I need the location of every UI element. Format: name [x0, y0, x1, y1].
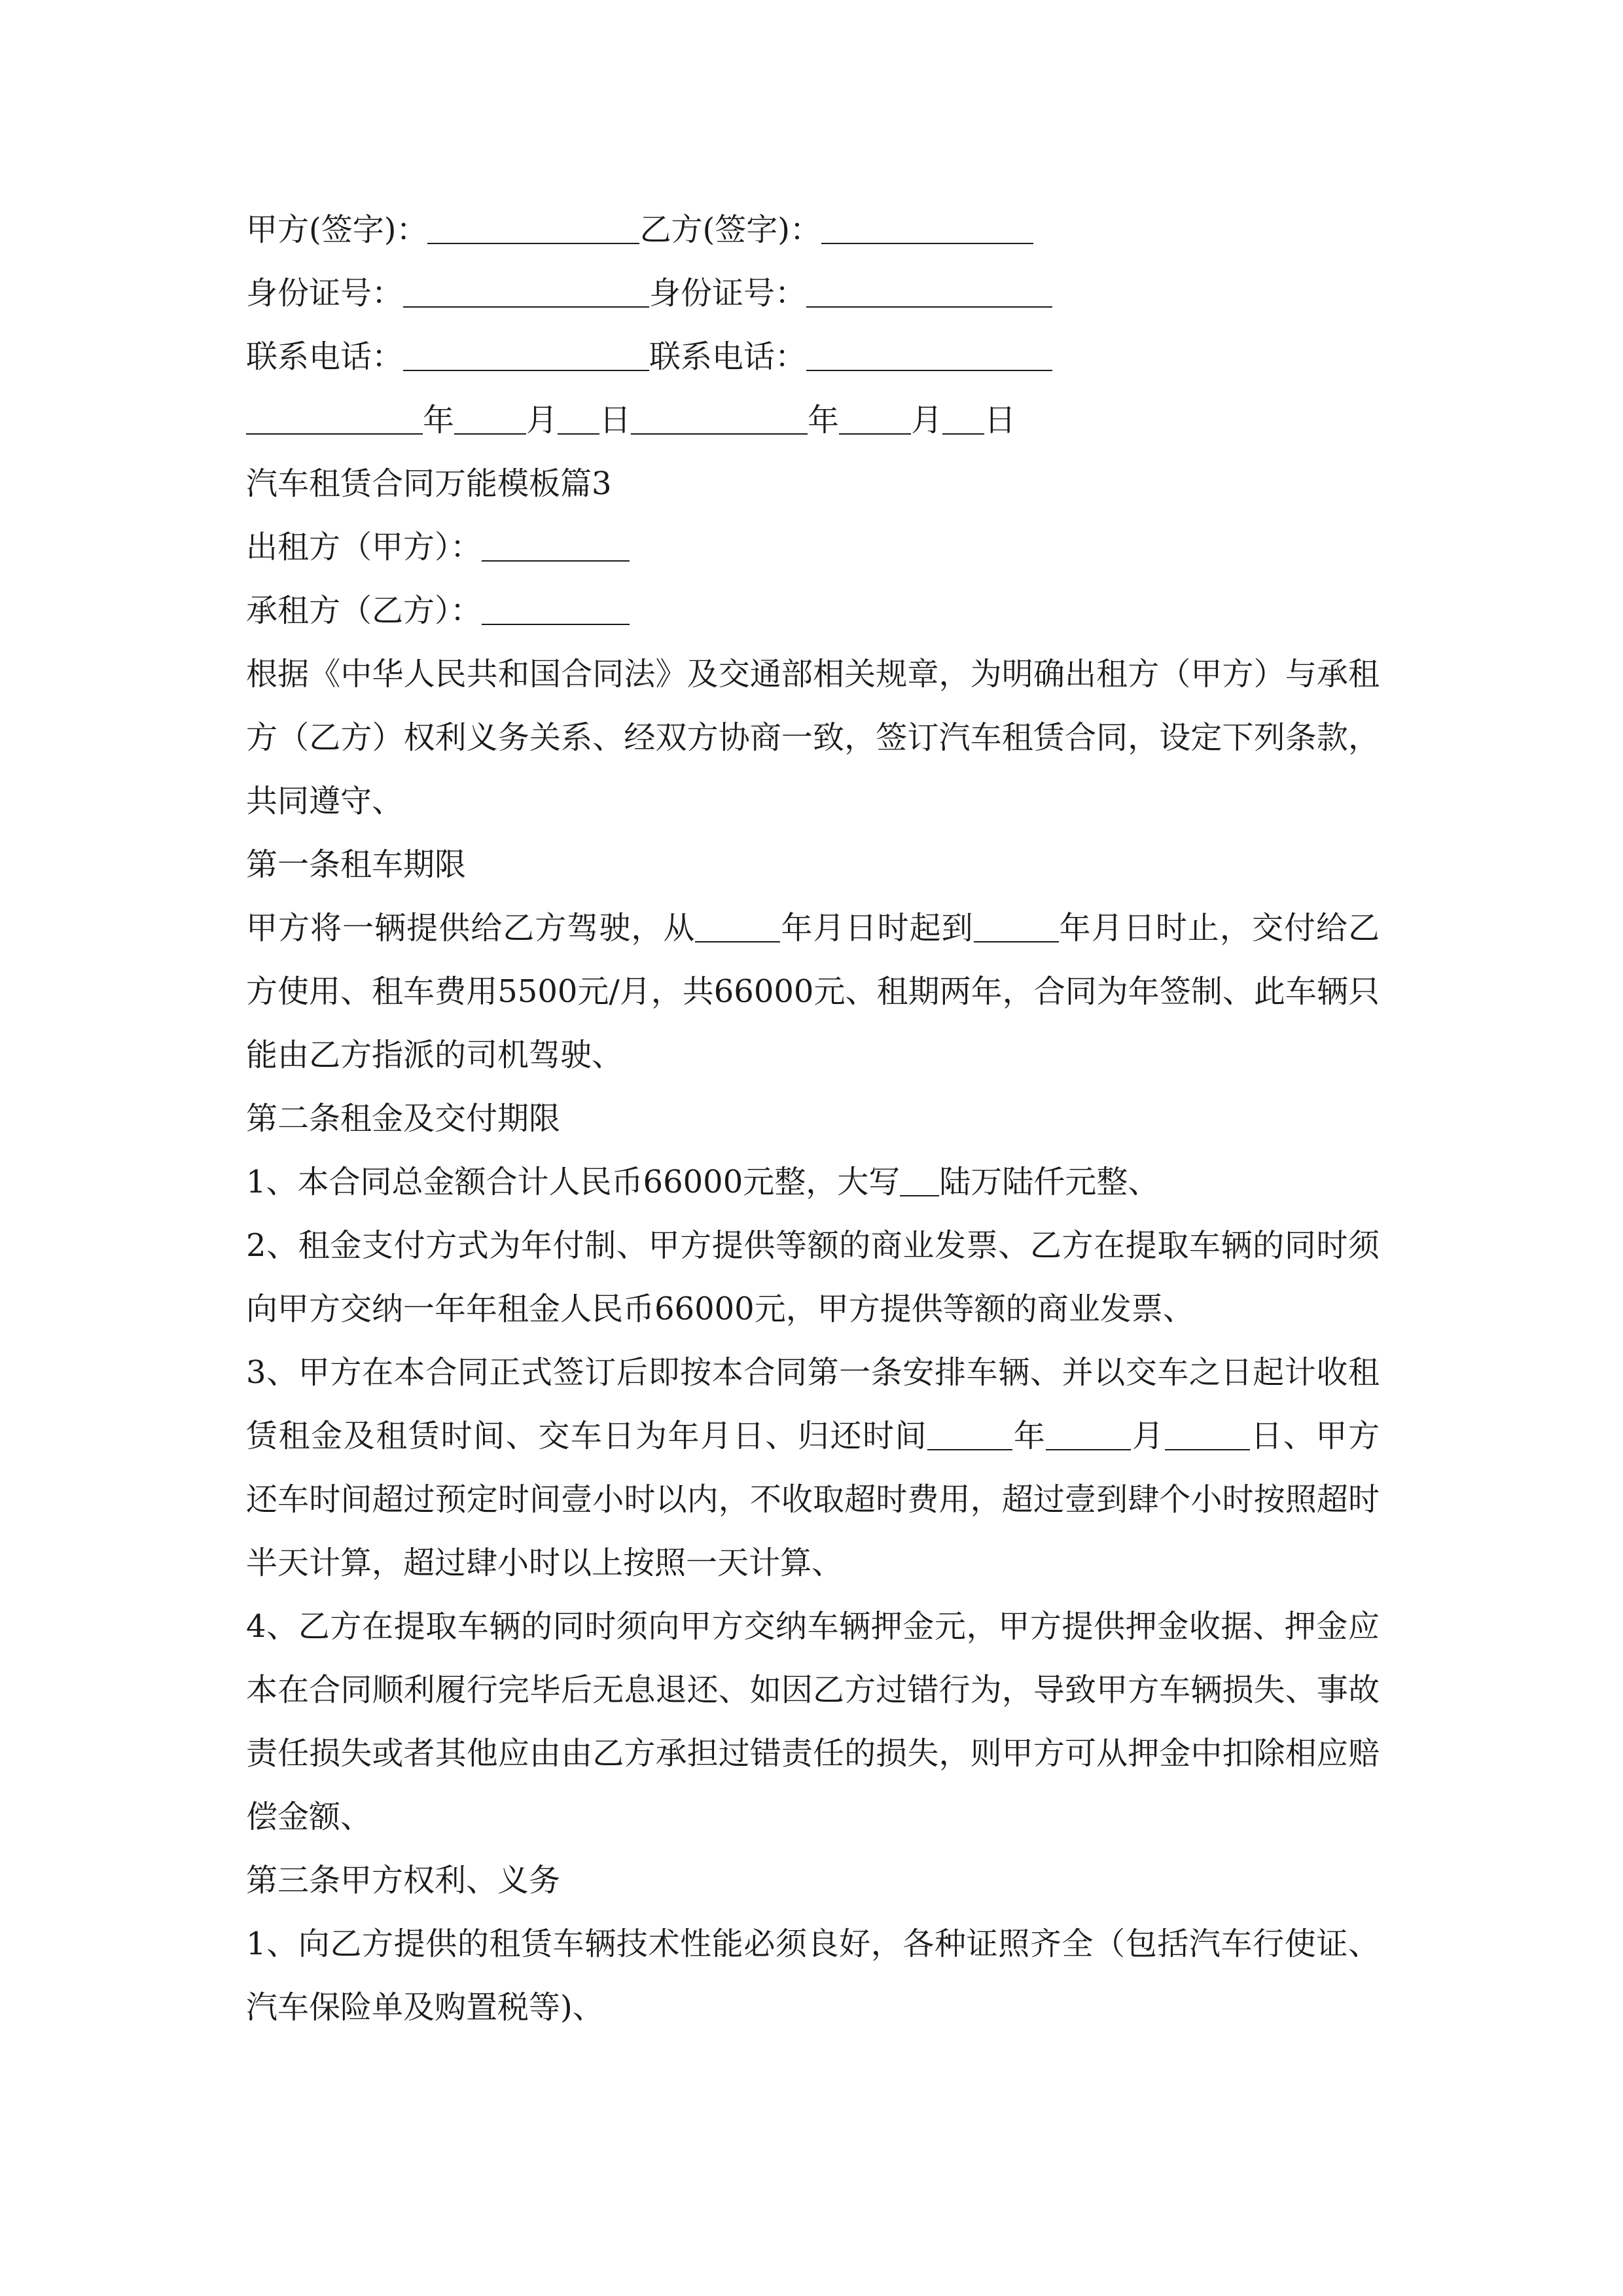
month-label: 月: [526, 402, 558, 439]
article-1-text-b: 年月日时起到: [780, 910, 974, 946]
article-3-title: 第三条甲方权利、义务: [246, 1862, 561, 1899]
article-2-item-3-text-a: 3、甲方在本合同正式签订后即按本合同第一条安排车辆、并以交车之日起计收租赁租金及租赁时间、交车日为年月日、归还时间: [246, 1354, 1380, 1454]
party-b-day-blank[interactable]: [942, 401, 984, 435]
party-a-phone-blank[interactable]: [403, 337, 649, 371]
party-b-sign-blank[interactable]: [821, 210, 1033, 244]
section-title: 汽车租赁合同万能模板篇3: [246, 465, 612, 502]
party-b-month-blank[interactable]: [839, 401, 911, 435]
article-1-text-a: 甲方将一辆提供给乙方驾驶，从: [246, 910, 696, 946]
signature-row: [246, 198, 1380, 262]
party-a-day-blank[interactable]: [558, 401, 599, 435]
article-2-item-2: 2、租金支付方式为年付制、甲方提供等额的商业发票、乙方在提取车辆的同时须向甲方交纳一年年租金人民币66000元，甲方提供等额的商业发票、: [246, 1227, 1380, 1327]
article-2-item-4: 4、乙方在提取车辆的同时须向甲方交纳车辆押金元，甲方提供押金收据、押金应本在合同顺利履行完毕后无息退还、如因乙方过错行为，导致甲方车辆损失、事故责任损失或者其他应由由乙方承担过错责任的损失，则甲方可从押金中扣除相应赔偿金额、: [246, 1608, 1380, 1835]
article-3-item-1: 1、向乙方提供的租赁车辆技术性能必须良好，各种证照齐全（包括汽车行使证、汽车保险单及购置税等)、: [246, 1926, 1380, 2026]
party-a-month-blank[interactable]: [454, 401, 526, 435]
end-date-blank[interactable]: [974, 908, 1059, 942]
party-a-year-blank[interactable]: [246, 401, 423, 435]
lessee-row: [246, 579, 1380, 643]
intro-paragraph: 根据《中华人民共和国合同法》及交通部相关规章，为明确出租方（甲方）与承租方（乙方）权利义务关系、经双方协商一致，签订汽车租赁合同，设定下列条款，共同遵守、: [246, 656, 1380, 819]
party-b-year-blank[interactable]: [631, 401, 808, 435]
year-label: 年: [423, 402, 455, 439]
month-label: 月: [911, 402, 943, 439]
party-a-sign-label: 甲方(签字)：: [246, 211, 428, 248]
day-label: 日: [599, 402, 632, 439]
lessee-label: 承租方（乙方）：: [246, 592, 482, 629]
article-1-paragraph: [246, 897, 1380, 1087]
article-2-item-3-year: 年: [1012, 1418, 1046, 1454]
party-b-id-blank[interactable]: [806, 274, 1052, 308]
return-day-blank[interactable]: [1165, 1416, 1250, 1450]
party-b-sign-label: 乙方(签字)：: [639, 211, 821, 248]
article-1-title: 第一条租车期限: [246, 846, 467, 883]
date-row: [246, 389, 1380, 452]
lessor-row: [246, 516, 1380, 579]
article-2-item-1-text-a: 1、本合同总金额合计人民币66000元整，大写: [246, 1164, 901, 1200]
year-label: 年: [808, 402, 840, 439]
article-2-item-3-month: 月: [1131, 1418, 1165, 1454]
party-a-id-blank[interactable]: [403, 274, 649, 308]
party-a-phone-label: 联系电话：: [246, 338, 404, 375]
return-month-blank[interactable]: [1046, 1416, 1131, 1450]
start-date-blank[interactable]: [695, 908, 780, 942]
article-2-title: 第二条租金及交付期限: [246, 1100, 561, 1137]
article-2-item-1: [246, 1151, 1380, 1214]
party-b-phone-blank[interactable]: [806, 337, 1052, 371]
day-label: 日: [984, 402, 1016, 439]
party-a-sign-blank[interactable]: [427, 210, 639, 244]
lessor-label: 出租方（甲方）：: [246, 529, 482, 565]
party-b-id-label: 身份证号：: [649, 275, 807, 312]
lessor-blank[interactable]: [482, 528, 630, 562]
id-number-row: [246, 262, 1380, 325]
party-b-phone-label: 联系电话：: [649, 338, 807, 375]
amount-uppercase-blank[interactable]: [900, 1162, 939, 1196]
article-2-item-3: [246, 1341, 1380, 1595]
phone-row: [246, 325, 1380, 389]
return-year-blank[interactable]: [927, 1416, 1012, 1450]
document-body: [246, 198, 1380, 2039]
lessee-blank[interactable]: [482, 591, 630, 625]
article-1-text-c: 年月日时止，交付给乙方使用、租车费用5500元/月，共66000元、租期两年，合同为年签制、此车辆只能由乙方指派的司机驾驶、: [246, 910, 1380, 1073]
article-2-item-3-text-d: 日、甲方还车时间超过预定时间壹小时以内，不收取超时费用，超过壹到肆个小时按照超时半天计算，超过肆小时以上按照一天计算、: [246, 1418, 1380, 1581]
article-2-item-1-text-b: 陆万陆仟元整、: [939, 1164, 1160, 1200]
party-a-id-label: 身份证号：: [246, 275, 404, 312]
